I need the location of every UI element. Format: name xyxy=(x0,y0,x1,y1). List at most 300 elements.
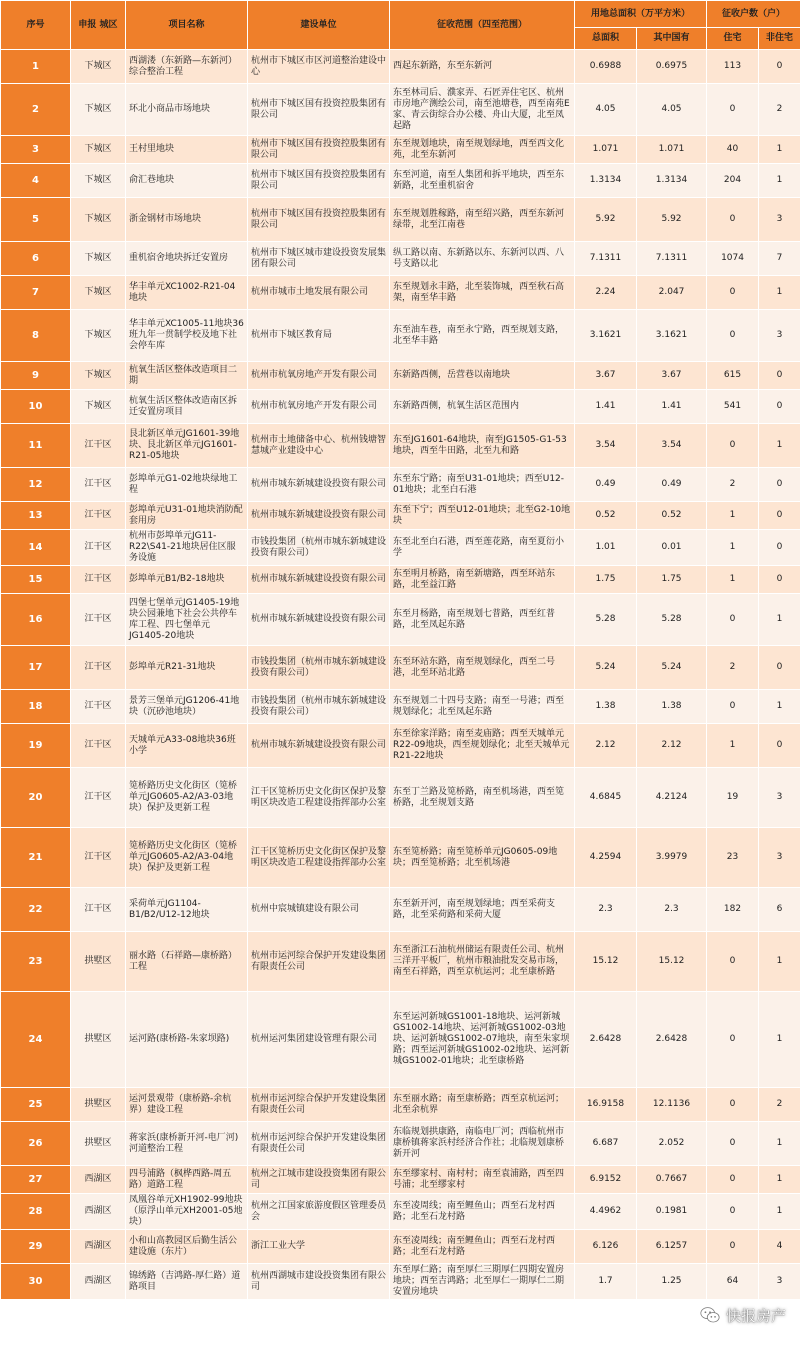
table-cell-nonresidential: 3 xyxy=(759,828,800,888)
table-cell-scope: 东至北至白石港，西至莲花路，南至夏衍小学 xyxy=(390,530,575,566)
watermark-label: 快报房产 xyxy=(725,1306,786,1325)
table-cell-residential: 0 xyxy=(707,1166,759,1194)
table-cell-project: 采荷单元JG1104-B1/B2/U12-12地块 xyxy=(126,888,248,932)
table-cell-district: 下城区 xyxy=(71,390,126,424)
table-cell-district: 西湖区 xyxy=(71,1230,126,1264)
table-cell-residential: 0 xyxy=(707,1194,759,1230)
table-cell-scope: 东临规划拱康路，南临电厂河；西临杭州市康桥镇蒋家浜村经济合作社；北临规划康桥新开河 xyxy=(390,1122,575,1166)
table-row xyxy=(1,1122,800,1166)
table-cell-project: 天城单元A33-08地块36班小学 xyxy=(126,724,248,768)
table-cell-project: 丽水路（石祥路—康桥路）工程 xyxy=(126,932,248,992)
table-cell-district: 下城区 xyxy=(71,362,126,390)
table-cell-seq: 17 xyxy=(1,646,71,690)
table-cell-scope: 东至林司后、濮家弄、石匠弄住宅区、杭州市房地产测绘公司，南至池塘巷，西至南苑E家、青云街综合办公楼、舟山大厦，北至凤起路 xyxy=(390,84,575,136)
table-row xyxy=(1,1230,800,1264)
table-cell-nonresidential: 6 xyxy=(759,888,800,932)
table-cell-residential: 0 xyxy=(707,276,759,310)
table-row xyxy=(1,1194,800,1230)
table-cell-unit: 市钱投集团（杭州市城东新城建设投资有限公司） xyxy=(248,646,390,690)
table-cell-unit: 杭州之江国家旅游度假区管理委员会 xyxy=(248,1194,390,1230)
header-area-group: 用地总面积（万平方米） xyxy=(575,1,707,28)
table-cell-district: 拱墅区 xyxy=(71,932,126,992)
table-row xyxy=(1,50,800,84)
table-cell-project: 杭氧生活区整体改造项目二期 xyxy=(126,362,248,390)
table-cell-area-total: 2.3 xyxy=(575,888,637,932)
table-cell-area-state: 1.41 xyxy=(637,390,707,424)
table-cell-seq: 15 xyxy=(1,566,71,594)
table-cell-district: 江干区 xyxy=(71,768,126,828)
table-cell-seq: 8 xyxy=(1,310,71,362)
table-cell-residential: 0 xyxy=(707,1230,759,1264)
table-cell-unit: 杭州市城市土地发展有限公司 xyxy=(248,276,390,310)
table-cell-project: 重机宿舍地块拆迁安置房 xyxy=(126,242,248,276)
table-cell-unit: 市钱投集团（杭州市城东新城建设投资有限公司） xyxy=(248,690,390,724)
table-cell-project: 华丰单元XC1002-R21-04地块 xyxy=(126,276,248,310)
table-cell-unit: 杭州之江城市建设投资集团有限公司 xyxy=(248,1166,390,1194)
table-row xyxy=(1,1264,800,1300)
table-cell-nonresidential: 0 xyxy=(759,390,800,424)
table-cell-nonresidential: 1 xyxy=(759,164,800,198)
table-cell-nonresidential: 1 xyxy=(759,1194,800,1230)
table-cell-residential: 204 xyxy=(707,164,759,198)
header-scope: 征收范围（四至范围） xyxy=(390,1,575,50)
table-cell-residential: 2 xyxy=(707,646,759,690)
table-cell-nonresidential: 0 xyxy=(759,362,800,390)
table-cell-area-state: 5.28 xyxy=(637,594,707,646)
table-cell-district: 下城区 xyxy=(71,310,126,362)
table-row xyxy=(1,646,800,690)
table-cell-seq: 4 xyxy=(1,164,71,198)
table-cell-area-total: 1.3134 xyxy=(575,164,637,198)
table-cell-area-total: 1.41 xyxy=(575,390,637,424)
table-cell-district: 下城区 xyxy=(71,164,126,198)
table-cell-residential: 1 xyxy=(707,530,759,566)
table-cell-district: 拱墅区 xyxy=(71,992,126,1088)
table-cell-residential: 19 xyxy=(707,768,759,828)
table-cell-area-state: 3.1621 xyxy=(637,310,707,362)
table-cell-scope: 东至规划永丰路，北至装饰城，西至秋石高架，南至华丰路 xyxy=(390,276,575,310)
header-area-total: 总面积 xyxy=(575,28,637,50)
table-cell-area-state: 2.052 xyxy=(637,1122,707,1166)
table-cell-scope: 东至缪家村、南村村；南至袁浦路，西至四号浦；北至缪家村 xyxy=(390,1166,575,1194)
table-cell-area-state: 0.01 xyxy=(637,530,707,566)
table-cell-scope: 东至东宁路；南至U31-01地块；西至U12-01地块；北至白石港 xyxy=(390,468,575,502)
table-cell-scope: 东至笕桥路；南至笕桥单元JG0605-09地块；西至笕桥路；北至机场港 xyxy=(390,828,575,888)
table-cell-project: 彭埠单元G1-02地块绿地工程 xyxy=(126,468,248,502)
table-cell-district: 江干区 xyxy=(71,424,126,468)
table-cell-residential: 615 xyxy=(707,362,759,390)
table-cell-nonresidential: 7 xyxy=(759,242,800,276)
table-cell-seq: 30 xyxy=(1,1264,71,1300)
table-cell-residential: 0 xyxy=(707,690,759,724)
table-cell-project: 笕桥路历史文化街区（笕桥单元JG0605-A2/A3-03地块）保护及更新工程 xyxy=(126,768,248,828)
table-row xyxy=(1,1088,800,1122)
table-cell-project: 杭州市彭埠单元JG11-R22\S41-21地块居住区服务设施 xyxy=(126,530,248,566)
table-cell-unit: 江干区笕桥历史文化街区保护及黎明区块改造工程建设指挥部办公室 xyxy=(248,828,390,888)
table-cell-area-total: 6.126 xyxy=(575,1230,637,1264)
table-cell-seq: 5 xyxy=(1,198,71,242)
table-cell-project: 运河路(康桥路-朱家坝路) xyxy=(126,992,248,1088)
table-cell-district: 江干区 xyxy=(71,828,126,888)
table-cell-unit: 杭州市运河综合保护开发建设集团有限责任公司 xyxy=(248,1088,390,1122)
table-cell-nonresidential: 0 xyxy=(759,502,800,530)
table-cell-seq: 11 xyxy=(1,424,71,468)
table-cell-unit: 杭州市城东新城建设投资有限公司 xyxy=(248,468,390,502)
table-cell-seq: 7 xyxy=(1,276,71,310)
table-cell-district: 江干区 xyxy=(71,646,126,690)
table-cell-district: 拱墅区 xyxy=(71,1088,126,1122)
table-cell-project: 王村里地块 xyxy=(126,136,248,164)
table-cell-scope: 东至浙江石油杭州储运有限责任公司、杭州三洋开平板厂，杭州市粮油批发交易市场，南至石祥路，西至京杭运河；北至康桥路 xyxy=(390,932,575,992)
table-cell-scope: 西起东新路，东至东新河 xyxy=(390,50,575,84)
table-cell-residential: 40 xyxy=(707,136,759,164)
table-cell-area-total: 16.9158 xyxy=(575,1088,637,1122)
wechat-icon xyxy=(699,1304,721,1326)
table-cell-district: 下城区 xyxy=(71,136,126,164)
table-cell-project: 艮北新区单元JG1601-39地块、艮北新区单元JG1601-R21-05地块 xyxy=(126,424,248,468)
table-cell-scope: 纵工路以南、东新路以东、东新河以西、八号支路以北 xyxy=(390,242,575,276)
table-cell-residential: 0 xyxy=(707,594,759,646)
table-cell-district: 江干区 xyxy=(71,724,126,768)
table-cell-unit: 杭州市杭氧房地产开发有限公司 xyxy=(248,362,390,390)
table-cell-unit: 杭州西湖城市建设投资集团有限公司 xyxy=(248,1264,390,1300)
table-cell-project: 四号浦路（枫桦西路-周五路）道路工程 xyxy=(126,1166,248,1194)
table-cell-scope: 东至丁兰路及笕桥路，南至机场港，西至笕桥路，北至规划支路 xyxy=(390,768,575,828)
table-cell-project: 俞汇巷地块 xyxy=(126,164,248,198)
table-cell-residential: 64 xyxy=(707,1264,759,1300)
table-row xyxy=(1,136,800,164)
table-cell-district: 西湖区 xyxy=(71,1264,126,1300)
table-cell-unit: 杭州市下城区市区河道整治建设中心 xyxy=(248,50,390,84)
table-cell-scope: 东至徐家洋路；南至麦庙路；西至天城单元R22-09地块，西至规划绿化；北至天城单元R21-22地块 xyxy=(390,724,575,768)
table-cell-area-total: 1.38 xyxy=(575,690,637,724)
table-cell-nonresidential: 3 xyxy=(759,310,800,362)
table-cell-nonresidential: 0 xyxy=(759,566,800,594)
table-cell-nonresidential: 0 xyxy=(759,646,800,690)
table-cell-seq: 13 xyxy=(1,502,71,530)
table-cell-nonresidential: 2 xyxy=(759,1088,800,1122)
table-cell-seq: 14 xyxy=(1,530,71,566)
table-cell-residential: 0 xyxy=(707,992,759,1088)
table-cell-area-state: 15.12 xyxy=(637,932,707,992)
table-cell-scope: 东至运河新城GS1001-18地块、运河新城GS1002-14地块、运河新城GS1002-03地块、运河新城GS1002-07地块，南至朱家坝路；西至运河新城GS1002-02地块、运河新城GS1002-01地块；北至康桥路 xyxy=(390,992,575,1088)
table-cell-district: 江干区 xyxy=(71,888,126,932)
table-cell-area-total: 4.6845 xyxy=(575,768,637,828)
table-cell-project: 小和山高教园区后勤生活公建设施（东片） xyxy=(126,1230,248,1264)
table-cell-area-total: 7.1311 xyxy=(575,242,637,276)
table-cell-seq: 9 xyxy=(1,362,71,390)
table-cell-seq: 21 xyxy=(1,828,71,888)
table-cell-scope: 东至凌周线；南至鲤鱼山；西至石龙村西路；北至石龙村路 xyxy=(390,1194,575,1230)
table-cell-district: 江干区 xyxy=(71,566,126,594)
table-body xyxy=(1,50,800,1300)
table-cell-project: 浙金钢材市场地块 xyxy=(126,198,248,242)
table-cell-area-state: 0.52 xyxy=(637,502,707,530)
table-cell-project: 蒋家浜(康桥新开河-电厂河)河道整治工程 xyxy=(126,1122,248,1166)
table-cell-area-total: 5.28 xyxy=(575,594,637,646)
table-cell-area-total: 0.52 xyxy=(575,502,637,530)
table-row xyxy=(1,932,800,992)
table-cell-nonresidential: 4 xyxy=(759,1230,800,1264)
table-cell-area-state: 2.047 xyxy=(637,276,707,310)
table-cell-area-state: 1.3134 xyxy=(637,164,707,198)
table-cell-scope: 东至丽水路；南至康桥路；西至京杭运河；北至余杭界 xyxy=(390,1088,575,1122)
table-cell-area-state: 6.1257 xyxy=(637,1230,707,1264)
table-cell-area-state: 1.071 xyxy=(637,136,707,164)
table-row xyxy=(1,310,800,362)
table-cell-district: 下城区 xyxy=(71,198,126,242)
table-cell-area-state: 1.38 xyxy=(637,690,707,724)
table-cell-project: 凤凰谷单元XH1902-99地块（原浮山单元XH2001-05地块） xyxy=(126,1194,248,1230)
table-cell-residential: 1 xyxy=(707,724,759,768)
table-cell-scope: 东至环站东路，南至规划绿化，西至二号港，北至环站北路 xyxy=(390,646,575,690)
table-cell-seq: 29 xyxy=(1,1230,71,1264)
table-row xyxy=(1,164,800,198)
table-cell-area-state: 0.1981 xyxy=(637,1194,707,1230)
table-cell-scope: 东新路西侧，岳营巷以南地块 xyxy=(390,362,575,390)
table-cell-residential: 541 xyxy=(707,390,759,424)
table-cell-seq: 27 xyxy=(1,1166,71,1194)
table-row xyxy=(1,566,800,594)
table-cell-project: 运河景观带（康桥路-余杭界）建设工程 xyxy=(126,1088,248,1122)
header-district: 申报 城区 xyxy=(71,1,126,50)
table-cell-unit: 杭州市下城区国有投资控股集团有限公司 xyxy=(248,84,390,136)
table-cell-residential: 113 xyxy=(707,50,759,84)
table-cell-area-total: 4.2594 xyxy=(575,828,637,888)
table-cell-project: 彭埠单元R21-31地块 xyxy=(126,646,248,690)
table-cell-residential: 0 xyxy=(707,424,759,468)
table-cell-area-total: 3.67 xyxy=(575,362,637,390)
table-cell-area-total: 2.12 xyxy=(575,724,637,768)
table-cell-seq: 16 xyxy=(1,594,71,646)
table-cell-seq: 24 xyxy=(1,992,71,1088)
table-cell-nonresidential: 1 xyxy=(759,992,800,1088)
table-cell-scope: 东至月杨路，南至规划七普路，西至红普路，北至凤起东路 xyxy=(390,594,575,646)
table-cell-scope: 东至JG1601-64地块，南至JG1505-G1-53地块，西至牛田路，北至九和路 xyxy=(390,424,575,468)
table-row xyxy=(1,468,800,502)
table-cell-area-total: 0.6988 xyxy=(575,50,637,84)
table-cell-area-state: 4.05 xyxy=(637,84,707,136)
table-cell-area-state: 5.92 xyxy=(637,198,707,242)
watermark xyxy=(699,1304,786,1326)
table-cell-area-total: 4.05 xyxy=(575,84,637,136)
table-cell-project: 景芳三堡单元JG1206-41地块（沉砂池地块） xyxy=(126,690,248,724)
table-cell-residential: 2 xyxy=(707,468,759,502)
table-row xyxy=(1,84,800,136)
table-row xyxy=(1,390,800,424)
table-cell-nonresidential: 3 xyxy=(759,1264,800,1300)
table-cell-unit: 杭州市城东新城建设投资有限公司 xyxy=(248,594,390,646)
table-row xyxy=(1,690,800,724)
table-cell-district: 下城区 xyxy=(71,276,126,310)
table-row xyxy=(1,530,800,566)
table-cell-area-total: 15.12 xyxy=(575,932,637,992)
table-cell-nonresidential: 2 xyxy=(759,84,800,136)
table-cell-district: 西湖区 xyxy=(71,1194,126,1230)
table-cell-nonresidential: 1 xyxy=(759,424,800,468)
table-cell-scope: 东至规划胜稼路，南至绍兴路，西至东新河绿带，北至江南巷 xyxy=(390,198,575,242)
table-cell-nonresidential: 1 xyxy=(759,1122,800,1166)
table-cell-project: 华丰单元XC1005-11地块36班九年一贯制学校及地下社会停车库 xyxy=(126,310,248,362)
table-cell-scope: 东至下宁；西至U12-01地块；北至G2-10地块 xyxy=(390,502,575,530)
table-cell-scope: 东至油车巷，南至永宁路，西至规划支路，北至华丰路 xyxy=(390,310,575,362)
table-cell-nonresidential: 1 xyxy=(759,276,800,310)
table-cell-unit: 杭州市下城区国有投资控股集团有限公司 xyxy=(248,136,390,164)
table-cell-residential: 0 xyxy=(707,1088,759,1122)
table-cell-seq: 2 xyxy=(1,84,71,136)
table-cell-district: 江干区 xyxy=(71,530,126,566)
header-project: 项目名称 xyxy=(126,1,248,50)
table-cell-area-total: 1.7 xyxy=(575,1264,637,1300)
header-residential: 住宅 xyxy=(707,28,759,50)
table-cell-seq: 22 xyxy=(1,888,71,932)
table-cell-nonresidential: 0 xyxy=(759,724,800,768)
table-cell-nonresidential: 1 xyxy=(759,594,800,646)
table-cell-unit: 杭州市运河综合保护开发建设集团有限责任公司 xyxy=(248,932,390,992)
table-row xyxy=(1,768,800,828)
table-cell-nonresidential: 1 xyxy=(759,1166,800,1194)
table-cell-district: 江干区 xyxy=(71,468,126,502)
header-households-group: 征收户数（户） xyxy=(707,1,800,28)
table-cell-unit: 杭州市下城区国有投资控股集团有限公司 xyxy=(248,164,390,198)
table-cell-area-total: 2.6428 xyxy=(575,992,637,1088)
table-cell-seq: 19 xyxy=(1,724,71,768)
table-cell-area-total: 0.49 xyxy=(575,468,637,502)
table-cell-nonresidential: 3 xyxy=(759,768,800,828)
table-cell-scope: 东至凌周线；南至鲤鱼山；西至石龙村西路；北至石龙村路 xyxy=(390,1230,575,1264)
table-cell-district: 西湖区 xyxy=(71,1166,126,1194)
table-row xyxy=(1,724,800,768)
table-cell-project: 彭埠单元U31-01地块消防配套用房 xyxy=(126,502,248,530)
table-cell-project: 杭氧生活区整体改造南区拆迁安置房项目 xyxy=(126,390,248,424)
table-cell-nonresidential: 1 xyxy=(759,690,800,724)
table-row xyxy=(1,424,800,468)
table-cell-district: 下城区 xyxy=(71,84,126,136)
table-cell-area-total: 6.9152 xyxy=(575,1166,637,1194)
table-cell-nonresidential: 1 xyxy=(759,136,800,164)
table-cell-scope: 东至厚仁路；南至厚仁三期厚仁四期安置房地块；西至吉鸿路；北至厚仁一期厚仁二期安置房地块 xyxy=(390,1264,575,1300)
table-row xyxy=(1,828,800,888)
table-cell-residential: 0 xyxy=(707,1122,759,1166)
table-cell-unit: 杭州市城东新城建设投资有限公司 xyxy=(248,502,390,530)
table-cell-unit: 杭州市土地储备中心、杭州钱塘智慧城产业建设中心 xyxy=(248,424,390,468)
table-cell-area-state: 3.67 xyxy=(637,362,707,390)
table-cell-nonresidential: 0 xyxy=(759,530,800,566)
header-area-state: 其中国有 xyxy=(637,28,707,50)
table-cell-seq: 25 xyxy=(1,1088,71,1122)
table-cell-seq: 20 xyxy=(1,768,71,828)
table-cell-seq: 1 xyxy=(1,50,71,84)
table-row xyxy=(1,198,800,242)
header-seq: 序号 xyxy=(1,1,71,50)
table-cell-residential: 1074 xyxy=(707,242,759,276)
table-cell-unit: 杭州市城东新城建设投资有限公司 xyxy=(248,724,390,768)
table-cell-area-state: 0.49 xyxy=(637,468,707,502)
table-cell-unit: 浙江工业大学 xyxy=(248,1230,390,1264)
table-cell-nonresidential: 1 xyxy=(759,932,800,992)
table-cell-scope: 东至规划二十四号支路；南至一号港；西至规划绿化；北至凤起东路 xyxy=(390,690,575,724)
table-cell-area-state: 7.1311 xyxy=(637,242,707,276)
table-cell-area-state: 2.6428 xyxy=(637,992,707,1088)
table-cell-residential: 0 xyxy=(707,198,759,242)
table-cell-seq: 28 xyxy=(1,1194,71,1230)
table-cell-area-total: 1.75 xyxy=(575,566,637,594)
table-cell-district: 江干区 xyxy=(71,502,126,530)
table-cell-nonresidential: 0 xyxy=(759,468,800,502)
table-cell-project: 环北小商品市场地块 xyxy=(126,84,248,136)
table-cell-scope: 东新路西侧，杭氧生活区范围内 xyxy=(390,390,575,424)
table-cell-area-state: 12.1136 xyxy=(637,1088,707,1122)
table-row xyxy=(1,242,800,276)
table-cell-seq: 10 xyxy=(1,390,71,424)
table-cell-area-state: 1.75 xyxy=(637,566,707,594)
table-cell-scope: 东至河道，南至人集团和拆平地块，西至东新路，北至重机宿舍 xyxy=(390,164,575,198)
table-cell-seq: 6 xyxy=(1,242,71,276)
table-cell-unit: 杭州市杭氧房地产开发有限公司 xyxy=(248,390,390,424)
table-cell-area-total: 6.687 xyxy=(575,1122,637,1166)
table-cell-area-total: 2.24 xyxy=(575,276,637,310)
table-cell-scope: 东至规划地块，南至规划绿地，西至西文化苑，北至东新河 xyxy=(390,136,575,164)
table-cell-project: 西湖溇（东新路—东新河）综合整治工程 xyxy=(126,50,248,84)
table-cell-project: 笕桥路历史文化街区（笕桥单元JG0605-A2/A3-04地块）保护及更新工程 xyxy=(126,828,248,888)
table-cell-scope: 东至新开河，南至规划绿地；西至采荷支路，北至采荷路和采荷大厦 xyxy=(390,888,575,932)
table-cell-residential: 0 xyxy=(707,310,759,362)
table-row xyxy=(1,276,800,310)
table-cell-residential: 182 xyxy=(707,888,759,932)
table-cell-district: 下城区 xyxy=(71,242,126,276)
table-cell-seq: 23 xyxy=(1,932,71,992)
table-cell-area-total: 3.1621 xyxy=(575,310,637,362)
table-cell-area-state: 3.54 xyxy=(637,424,707,468)
table-cell-area-total: 5.24 xyxy=(575,646,637,690)
table-cell-seq: 26 xyxy=(1,1122,71,1166)
table-cell-residential: 1 xyxy=(707,502,759,530)
table-cell-area-state: 0.6975 xyxy=(637,50,707,84)
table-cell-area-total: 1.01 xyxy=(575,530,637,566)
table-cell-unit: 市钱投集团（杭州市城东新城建设投资有限公司） xyxy=(248,530,390,566)
table-cell-unit: 杭州市下城区城市建设投资发展集团有限公司 xyxy=(248,242,390,276)
table-cell-area-state: 0.7667 xyxy=(637,1166,707,1194)
table-cell-area-state: 2.3 xyxy=(637,888,707,932)
table-cell-nonresidential: 3 xyxy=(759,198,800,242)
table-cell-area-total: 3.54 xyxy=(575,424,637,468)
table-cell-area-state: 2.12 xyxy=(637,724,707,768)
table-cell-seq: 18 xyxy=(1,690,71,724)
table-cell-district: 江干区 xyxy=(71,690,126,724)
table-cell-district: 下城区 xyxy=(71,50,126,84)
table-cell-project: 彭埠单元B1/B2-18地块 xyxy=(126,566,248,594)
table-cell-district: 江干区 xyxy=(71,594,126,646)
table-cell-district: 拱墅区 xyxy=(71,1122,126,1166)
table-row xyxy=(1,1166,800,1194)
table-cell-area-state: 4.2124 xyxy=(637,768,707,828)
table-cell-residential: 0 xyxy=(707,84,759,136)
table-cell-area-total: 4.4962 xyxy=(575,1194,637,1230)
table-cell-nonresidential: 0 xyxy=(759,50,800,84)
table-cell-unit: 杭州市城东新城建设投资有限公司 xyxy=(248,566,390,594)
table-cell-residential: 1 xyxy=(707,566,759,594)
table-cell-project: 四堡七堡单元JG1405-19地块公园兼地下社会公共停车库工程、四七堡单元JG1405-20地块 xyxy=(126,594,248,646)
header-nonresidential: 非住宅 xyxy=(759,28,800,50)
table-cell-area-state: 3.9979 xyxy=(637,828,707,888)
table-row xyxy=(1,594,800,646)
table-cell-area-state: 5.24 xyxy=(637,646,707,690)
table-row xyxy=(1,502,800,530)
table-cell-unit: 杭州市运河综合保护开发建设集团有限责任公司 xyxy=(248,1122,390,1166)
table-cell-area-state: 1.25 xyxy=(637,1264,707,1300)
table-cell-unit: 杭州运河集团建设管理有限公司 xyxy=(248,992,390,1088)
table-cell-area-total: 1.071 xyxy=(575,136,637,164)
